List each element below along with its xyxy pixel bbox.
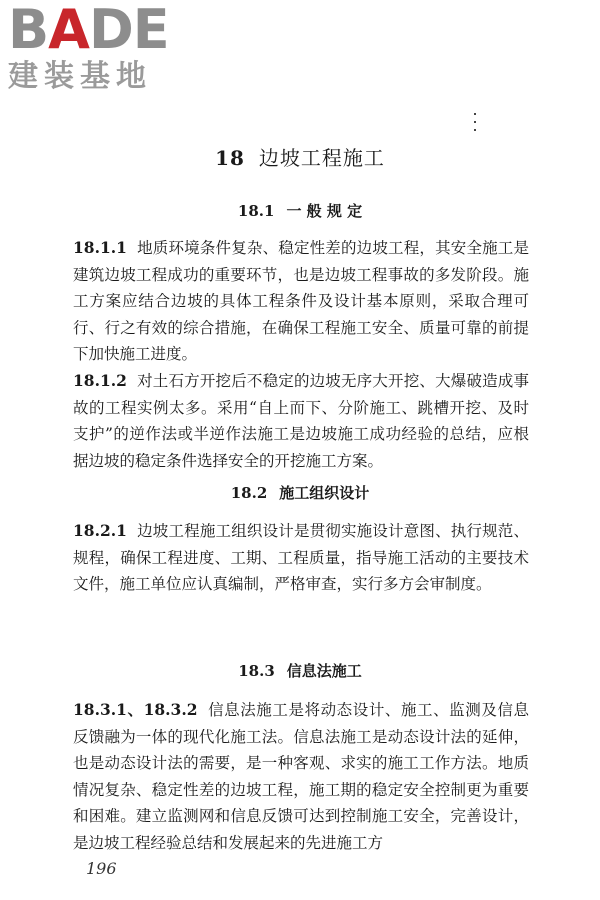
- chapter-title-text: 边坡工程施工: [258, 146, 385, 170]
- clause-18-1-2: [73, 368, 529, 474]
- clause-18-1-1: [73, 235, 529, 368]
- clause-number: 18.3.1、18.3.2: [73, 700, 198, 719]
- clause-18-2-1: [73, 518, 529, 598]
- section-heading-18-3: [0, 659, 600, 683]
- clause-text: 地质环境条件复杂、稳定性差的边坡工程，其安全施工是建筑边坡工程成功的重要环节，也是边坡工程事故的多发阶段。施工方案应结合边坡的具体工程条件及设计基本原则，采取合理可行、行之有效的综合措施，在确保工程施工安全、质量可靠的前提下加快施工进度。: [73, 239, 529, 363]
- logo-wordmark-text: BADE: [8, 0, 169, 61]
- chapter-title: [0, 144, 600, 172]
- section-title: 信息法施工: [286, 662, 362, 680]
- clause-number: 18.2.1: [73, 521, 127, 540]
- chapter-number: 18: [215, 146, 245, 170]
- section-number: 18.2: [230, 484, 268, 502]
- watermark-logo: [8, 2, 178, 94]
- clause-number: 18.1.1: [73, 238, 127, 257]
- clause-number: 18.1.2: [73, 371, 127, 390]
- logo-tagline: 建装基地: [8, 59, 152, 94]
- clause-text: 信息法施工是将动态设计、施工、监测及信息反馈融为一体的现代化施工法。信息法施工是动态设计法的延伸，也是动态设计法的需要，是一种客观、求实的施工工作方法。地质情况复杂、稳定性差的边坡工程，施工期的稳定安全控制更为重要和困难。建立监测网和信息反馈可达到控制施工安全，完善设计，是边坡工程经验总结和发展起来的先进施工方: [73, 701, 529, 852]
- section-heading-18-1: [0, 199, 600, 223]
- section-title: 一 般 规 定: [286, 202, 363, 220]
- section-heading-18-2: [0, 481, 600, 505]
- clause-text: 对土石方开挖后不稳定的边坡无序大开挖、大爆破造成事故的工程实例太多。采用“自上而下、分阶施工、跳槽开挖、及时支护”的逆作法或半逆作法施工是边坡施工成功经验的总结，应根据边坡的稳定条件选择安全的开挖施工方案。: [73, 372, 529, 470]
- section-number: 18.3: [238, 662, 275, 680]
- logo-accent-letter: A: [48, 0, 89, 61]
- section-number: 18.1: [237, 202, 275, 220]
- logo-wordmark: [8, 0, 178, 61]
- scan-speck-marks: [474, 113, 478, 135]
- clause-text: 边坡工程施工组织设计是贯彻实施设计意图、执行规范、规程，确保工程进度、工期、工程质量，指导施工活动的主要技术文件，施工单位应认真编制，严格审查，实行多方会审制度。: [73, 522, 529, 593]
- clause-18-3-1-2: [73, 697, 529, 856]
- section-title: 施工组织设计: [279, 484, 370, 502]
- page-number: 196: [86, 859, 117, 878]
